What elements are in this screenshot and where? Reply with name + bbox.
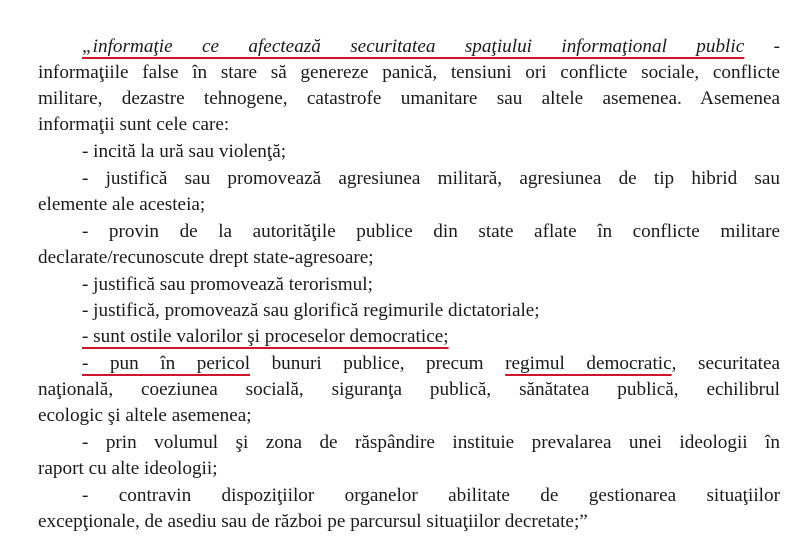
list-item-continuation: ecologic şi altele asemenea; <box>38 405 252 426</box>
list-item: - prin volumul şi zona de răspândire instituie prevalarea unei ideologii în <box>82 432 780 453</box>
list-item-underlined <box>38 324 780 350</box>
definition-line <box>38 34 780 60</box>
list-item: - incită la ură sau violenţă; <box>82 141 287 162</box>
text-line: militare, dezastre tehnogene, catastrofe umanitare sau altele asemenea. Asemenea <box>38 88 780 109</box>
document-page <box>38 0 780 539</box>
list-item-continuation: elemente ale acesteia; <box>38 194 206 215</box>
list-item-continuation: declarate/recunoscute drept state-agresoare; <box>38 247 374 268</box>
list-item: - provin de la autorităţile publice din state aflate în conflicte militare <box>82 221 780 242</box>
list-item-continuation: excepţionale, de asediu sau de război pe parcursul situaţiilor decretate;” <box>38 511 588 532</box>
text-line: informaţiile false în stare să genereze panică, tensiuni ori conflicte sociale, conflicte <box>38 62 780 83</box>
list-item <box>38 351 780 377</box>
underlined-phrase: - sunt ostile valorilor şi proceselor democratice; <box>82 326 449 347</box>
defined-term-underlined: „informaţie ce afectează securitatea spaţiului informaţional public <box>82 36 745 57</box>
text-fragment: bunuri publice, precum <box>250 353 506 374</box>
list-item: - justifică sau promovează terorismul; <box>82 274 373 295</box>
text-line: informaţii sunt cele care: <box>38 114 230 135</box>
list-item: - contravin dispoziţiilor organelor abilitate de gestionarea situaţiilor <box>82 485 780 506</box>
underlined-phrase: regimul democratic <box>505 353 672 374</box>
list-item-continuation: raport cu alte ideologii; <box>38 458 218 479</box>
list-item: - justifică, promovează sau glorifică regimurile dictatoriale; <box>82 300 540 321</box>
list-item: - justifică sau promovează agresiunea militară, agresiunea de tip hibrid sau <box>82 168 780 189</box>
text-fragment: , securitatea <box>671 353 780 374</box>
list-item-continuation: naţională, coeziunea socială, siguranţa publică, sănătatea publică, echilibrul <box>38 379 780 400</box>
underlined-phrase: - pun în pericol <box>82 353 251 374</box>
definition-dash: - <box>744 36 781 57</box>
